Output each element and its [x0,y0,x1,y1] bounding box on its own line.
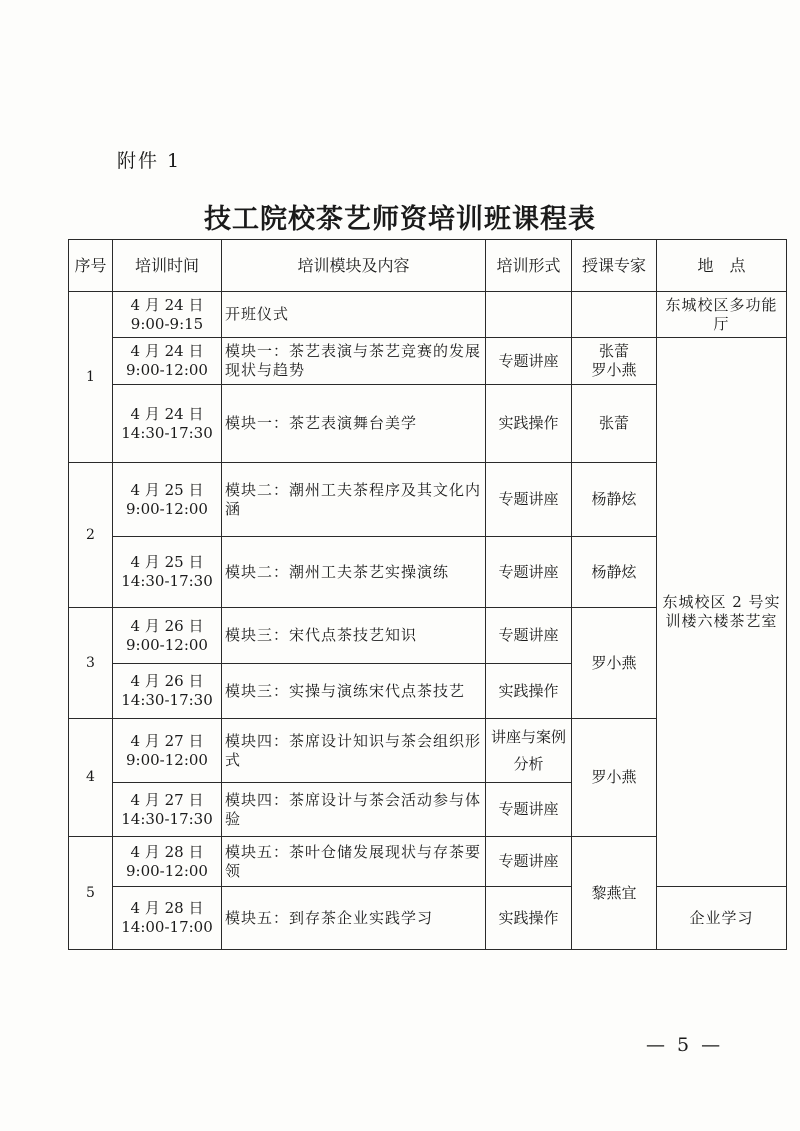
time-cell [113,463,222,537]
time-text: 14:30-17:30 [121,572,213,590]
expert-cell: 张蕾 [572,385,657,463]
time-text: 9:00-9:15 [130,314,204,333]
module-cell: 模块五：到存茶企业实践学习 [222,887,486,950]
header-module: 培训模块及内容 [222,240,486,292]
date-text: 4 月 27 日 [130,790,204,809]
date-text: 4 月 26 日 [130,616,204,635]
header-location: 地 点 [657,240,787,292]
seq-cell: 5 [69,837,113,950]
time-cell [113,537,222,608]
header-expert: 授课专家 [572,240,657,292]
time-cell [113,292,222,338]
date-text: 4 月 24 日 [130,342,204,360]
time-text: 9:00-12:00 [126,499,208,518]
expert-cell [572,292,657,338]
module-cell: 模块五：茶叶仓储发展现状与存茶要领 [222,837,486,887]
expert-cell: 杨静炫 [572,463,657,537]
form-cell: 专题讲座 [486,783,572,837]
time-cell [113,664,222,719]
time-text: 14:30-17:30 [121,809,213,828]
expert-cell: 杨静炫 [572,537,657,608]
form-cell: 专题讲座 [486,608,572,664]
module-cell: 开班仪式 [222,292,486,338]
time-cell [113,338,222,385]
form-cell: 专题讲座 [486,837,572,887]
schedule-table [68,239,787,950]
seq-cell: 4 [69,719,113,837]
date-text: 4 月 28 日 [130,899,204,917]
seq-cell: 1 [69,292,113,463]
date-text: 4 月 25 日 [130,480,204,499]
header-seq: 序号 [69,240,113,292]
time-cell [113,608,222,664]
expert-cell: 张蕾 罗小燕 [572,338,657,385]
form-cell: 实践操作 [486,664,572,719]
location-cell: 东城校区 2 号实训楼六楼茶艺室 [657,338,787,887]
form-cell: 实践操作 [486,887,572,950]
seq-cell: 3 [69,608,113,719]
time-cell [113,385,222,463]
module-cell: 模块四：茶席设计知识与茶会组织形式 [222,719,486,783]
time-cell [113,783,222,837]
form-cell: 讲座与案例分析 [486,719,572,783]
time-text: 9:00-12:00 [126,361,208,379]
date-text: 4 月 28 日 [130,842,204,861]
time-text: 9:00-12:00 [126,750,208,769]
time-text: 14:30-17:30 [121,423,213,442]
seq-cell: 2 [69,463,113,608]
module-cell: 模块三：宋代点茶技艺知识 [222,608,486,664]
time-cell [113,837,222,887]
date-text: 4 月 25 日 [130,553,204,571]
module-cell: 模块二：潮州工夫茶程序及其文化内涵 [222,463,486,537]
time-cell [113,719,222,783]
location-cell: 东城校区多功能厅 [657,292,787,338]
form-cell: 专题讲座 [486,338,572,385]
time-text: 9:00-12:00 [126,635,208,654]
time-text: 14:00-17:00 [121,918,213,936]
time-cell [113,887,222,950]
time-text: 14:30-17:30 [121,691,213,709]
header-form: 培训形式 [486,240,572,292]
table-row [69,338,787,385]
date-text: 4 月 27 日 [130,731,204,750]
form-cell: 专题讲座 [486,463,572,537]
date-text: 4 月 24 日 [130,404,204,423]
form-cell [486,292,572,338]
table-row [69,292,787,338]
expert-cell: 罗小燕 [572,719,657,837]
document-title: 技工院校茶艺师资培训班课程表 [204,204,596,235]
expert-cell: 罗小燕 [572,608,657,719]
annex-label: 附件 1 [117,150,182,172]
date-text: 4 月 24 日 [130,295,204,314]
date-text: 4 月 26 日 [130,672,204,690]
module-cell: 模块四：茶席设计与茶会活动参与体验 [222,783,486,837]
form-cell: 实践操作 [486,385,572,463]
module-cell: 模块一：茶艺表演与茶艺竞赛的发展现状与趋势 [222,338,486,385]
form-cell: 专题讲座 [486,537,572,608]
module-cell: 模块三：实操与演练宋代点茶技艺 [222,664,486,719]
module-cell: 模块二：潮州工夫茶艺实操演练 [222,537,486,608]
location-cell: 企业学习 [657,887,787,950]
table-header-row [69,240,787,292]
module-cell: 模块一：茶艺表演舞台美学 [222,385,486,463]
expert-cell: 黎燕宜 [572,837,657,950]
page-number: — 5 — [646,1034,724,1056]
table-row [69,887,787,950]
header-time: 培训时间 [113,240,222,292]
time-text: 9:00-12:00 [126,861,208,880]
